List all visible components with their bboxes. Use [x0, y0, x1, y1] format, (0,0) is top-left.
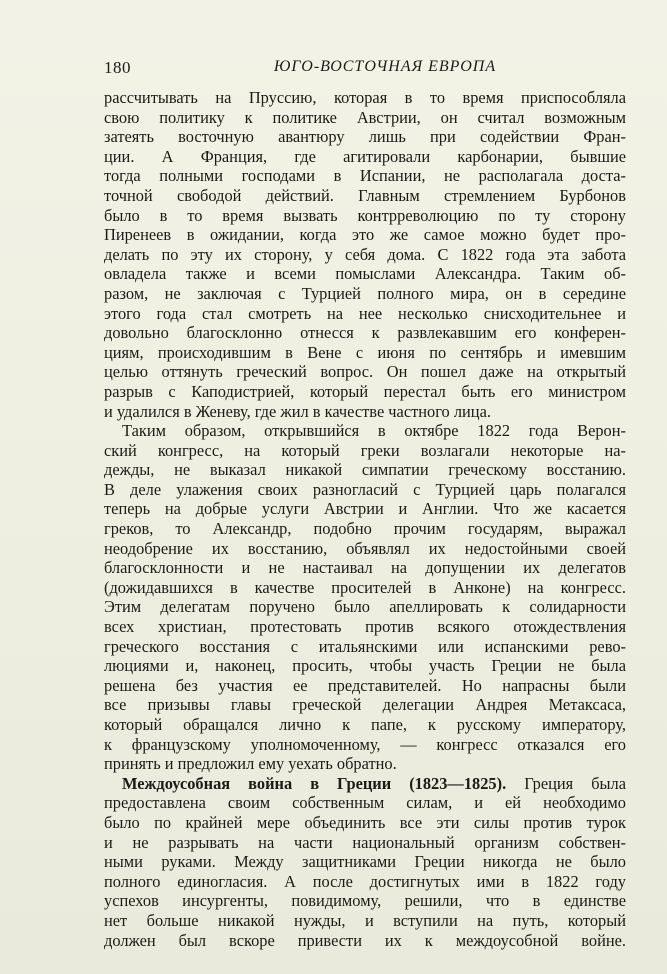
text-line	[104, 774, 626, 794]
text-line: решена без участия ее представителей. Но напрасны были	[104, 675, 626, 695]
text-line: всех христиан, протестовать против всякого отождествления	[104, 617, 626, 637]
section-heading: Междоусобная война в Греции (1823—1825).	[122, 773, 507, 793]
text-line: циям, происходившим в Вене с июня по сентябрь и имевшим	[104, 342, 626, 362]
text-line: нет больше никакой нужды, и вступили на путь, который	[104, 910, 626, 930]
text-line: люциями и, наконец, просить, чтобы участь Греции не была	[104, 656, 626, 676]
text-line: все призывы главы греческой делегации Андрея Метаксаса,	[104, 695, 626, 715]
text-line: неодобрение их восстанию, объявлял их недостойными своей	[104, 538, 626, 558]
text-line: который обращался лично к папе, к русскому императору,	[104, 715, 626, 734]
text-line: (дожидавшихся в качестве просителей в Анконе) на конгресс.	[104, 577, 626, 597]
text-line: Пиренеев в ожидании, когда это же самое можно будет про-	[104, 225, 626, 245]
text-line: Этим делегатам поручено было апеллировать к солидарности	[104, 597, 626, 617]
text-line: свою политику к политике Австрии, он считал возможным	[104, 107, 626, 127]
text-line: было в то время вызвать контрреволюцию по ту сторону	[104, 205, 626, 225]
text-line: довольно благосклонно отнесся к развлекавшим его конферен-	[104, 323, 626, 343]
text-line: овладела также и всеми помыслами Александра. Таким об-	[104, 264, 626, 284]
text-line: затеять восточную авантюру лишь при содействии Фран-	[104, 127, 626, 147]
text-line: греческого восстания с итальянскими или испанскими рево-	[104, 636, 626, 656]
text-line: разом, не заключая с Турцией полного мира, он в середине	[104, 283, 626, 303]
text-line: ский конгресс, на который греки возлагали некоторые на-	[104, 440, 626, 460]
text-line: к французскому уполномоченному, — конгресс отказался его	[104, 734, 626, 754]
text-line: целью оттянуть греческий вопрос. Он пошел даже на открытый	[104, 362, 626, 382]
paragraph	[104, 88, 626, 421]
text-line: этого года стал смотреть на нее несколько снисходительнее и	[104, 303, 626, 323]
text-line: греков, то Александр, подобно прочим государям, выражал	[104, 519, 626, 539]
text-line: благосклонности и не настаивал на допущении их делегатов	[104, 558, 626, 578]
text-line: принять и предложил ему уехать обратно.	[104, 754, 397, 774]
text-line: предоставлена своим собственным силам, и ей необходимо	[104, 793, 626, 813]
text-line: делать по эту их сторону, у себя дома. С 1822 года эта забота	[104, 244, 626, 264]
paragraph	[104, 421, 626, 774]
text-run: Греция была	[506, 773, 627, 793]
text-line: полного единогласия. А после достигнутых ими в 1822 году	[104, 871, 626, 891]
text-line: рассчитывать на Пруссию, которая в то время приспособляла	[104, 88, 626, 107]
text-line: В деле улажения своих разногласий с Турцией царь полагался	[104, 479, 626, 499]
paragraph	[104, 774, 626, 950]
text-line: должен был вскоре привести их к междоусобной войне.	[104, 930, 626, 950]
text-line: Таким образом, открывшийся в октябре 1822 года Верон-	[122, 421, 626, 441]
text-line: и не разрывать на части национальный организм собствен-	[104, 832, 626, 852]
text-line: и удалился в Женеву, где жил в качестве частного лица.	[104, 401, 491, 421]
body-text	[104, 88, 626, 950]
text-line: точной свободой действий. Главным стремлением Бурбонов	[104, 185, 626, 205]
text-line: успехов инсургенты, повидимому, решили, что в единстве	[104, 891, 626, 911]
text-line: разрыв с Каподистрией, который перестал быть его министром	[104, 381, 626, 401]
text-line: дежды, не выказал никакой симпатии греческому восстанию.	[104, 460, 626, 480]
text-line: ции. А Франция, где агитировали карбонарии, бывшие	[104, 146, 626, 166]
text-line: теперь на добрые услуги Австрии и Англии. Что же касается	[104, 499, 626, 519]
text-line: было по крайней мере объединить все эти силы против турок	[104, 812, 626, 832]
text-line: тогда полными господами в Испании, не располагала доста-	[104, 166, 626, 186]
page-number: 180	[104, 58, 131, 77]
page-header	[104, 58, 626, 84]
running-head: ЮГО-ВОСТОЧНАЯ ЕВРОПА	[273, 58, 497, 75]
text-line: ными руками. Между защитниками Греции никогда не было	[104, 852, 626, 872]
